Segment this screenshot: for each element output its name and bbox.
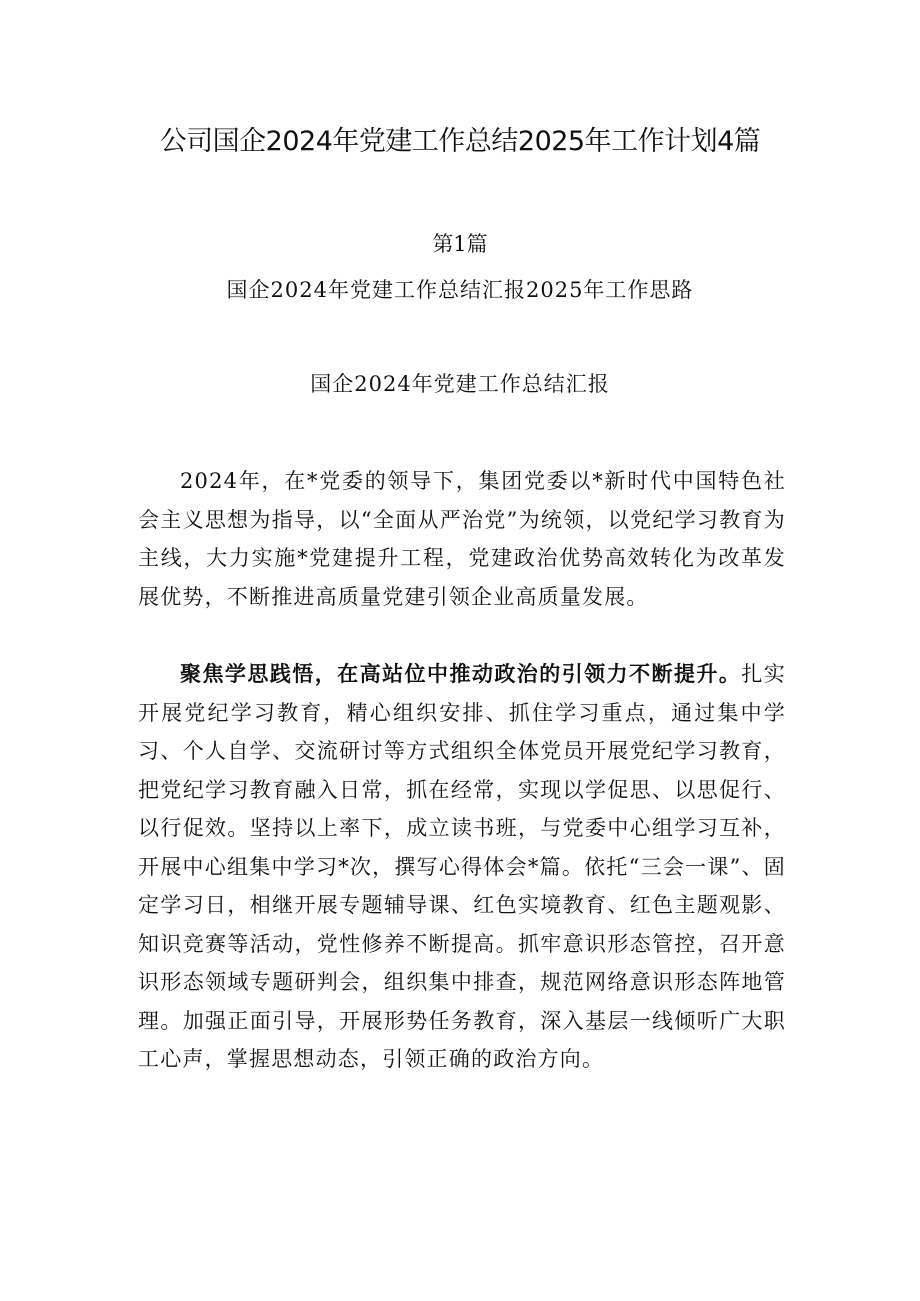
body-paragraph-1: 2024年，在*党委的领导下，集团党委以*新时代中国特色社会主义思想为指导，以“全面从严治党”为统领，以党纪学习教育为主线，大力实施*党建提升工程，党建政治优势高效转化为改革发展优势，不断推进高质量党建引领企业高质量发展。: [138, 469, 786, 609]
paragraph-lead-sentence: 聚焦学思践悟，在高站位中推动政治的引领力不断提升。: [180, 661, 742, 686]
document-title: 公司国企2024年党建工作总结2025年工作计划4篇: [159, 126, 761, 157]
body-paragraph-2: [138, 655, 786, 1079]
chapter-label: 第1篇: [432, 232, 488, 256]
chapter-subtitle: 国企2024年党建工作总结汇报2025年工作思路: [226, 278, 694, 302]
paragraph-body-text: 扎实开展党纪学习教育，精心组织安排、抓住学习重点，通过集中学习、个人自学、交流研讨等方式组织全体党员开展党纪学习教育，把党纪学习教育融入日常，抓在经常，实现以学促思、以思促行、以行促效。坚持以上率下，成立读书班，与党委中心组学习互补，开展中心组集中学习*次，撰写心得体会*篇。依托“三会一课”、固定学习日，相继开展专题辅导课、红色实境教育、红色主题观影、知识竞赛等活动，党性修养不断提高。抓牢意识形态管控，召开意识形态领域专题研判会，组织集中排查，规范网络意识形态阵地管理。加强正面引导，开展形势任务教育，深入基层一线倾听广大职工心声，掌握思想动态，引领正确的政治方向。: [138, 662, 786, 1071]
section-title: 国企2024年党建工作总结汇报: [310, 372, 610, 396]
